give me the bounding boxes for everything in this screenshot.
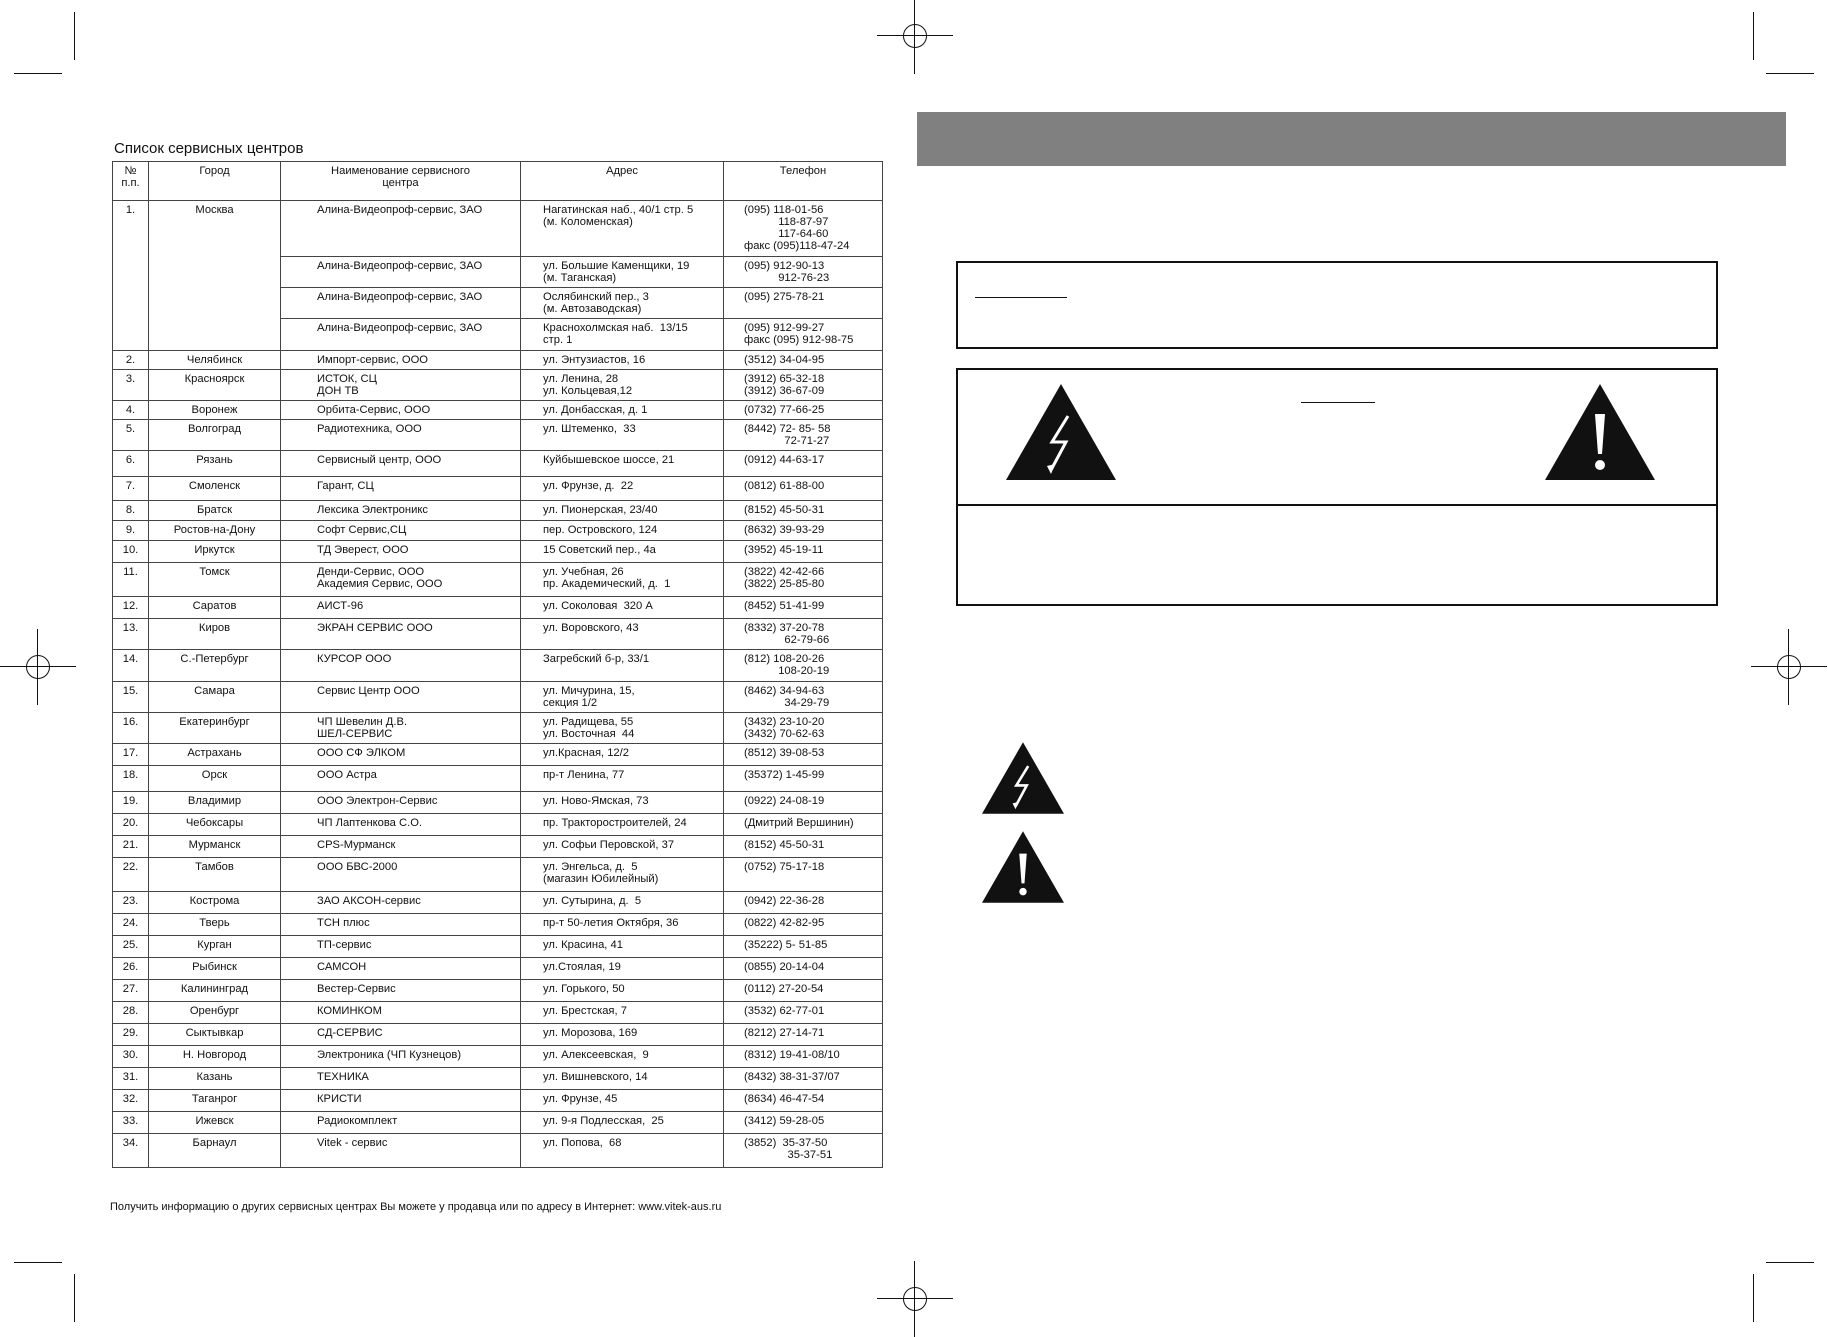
table-row: [113, 1090, 883, 1112]
cell-phone: (35222) 5- 51-85: [724, 936, 883, 958]
table-body: [113, 201, 883, 1168]
cell-service-name: Алина-Видеопроф-сервис, ЗАО: [281, 201, 521, 257]
cell-service-name: ООО СФ ЭЛКОМ: [281, 744, 521, 766]
cell-address: пр-т 50-летия Октября, 36: [521, 914, 724, 936]
column-header-city: Город: [149, 162, 281, 201]
cell-number: 1.: [113, 201, 149, 351]
cell-phone: (095) 912-90-13 912-76-23: [724, 257, 883, 288]
table-row: [113, 597, 883, 619]
cell-city: Орск: [149, 766, 281, 792]
cell-address: ул. Красина, 41: [521, 936, 724, 958]
cell-address: Куйбышевское шоссе, 21: [521, 451, 724, 477]
cell-address: 15 Советский пер., 4а: [521, 541, 724, 563]
table-row: [113, 401, 883, 420]
cell-city: Калининград: [149, 980, 281, 1002]
service-centers-table: [112, 161, 883, 1168]
cell-service-name: Орбита-Сервис, ООО: [281, 401, 521, 420]
trim-mark: [74, 12, 75, 60]
cell-address: ул. Ленина, 28 ул. Кольцевая,12: [521, 370, 724, 401]
cell-service-name: Vitek - сервис: [281, 1134, 521, 1168]
cell-number: 18.: [113, 766, 149, 792]
cell-phone: (8152) 45-50-31: [724, 836, 883, 858]
cell-service-name: ЧП Лаптенкова С.О.: [281, 814, 521, 836]
cell-service-name: ИСТОК, СЦ ДОН ТВ: [281, 370, 521, 401]
cell-city: Н. Новгород: [149, 1046, 281, 1068]
cell-phone: (0942) 22-36-28: [724, 892, 883, 914]
cell-address: Ослябинский пер., 3 (м. Автозаводская): [521, 288, 724, 319]
table-row: [113, 1112, 883, 1134]
cell-number: 5.: [113, 420, 149, 451]
table-row: [113, 713, 883, 744]
cell-address: ул.Стоялая, 19: [521, 958, 724, 980]
registration-mark: [893, 1277, 937, 1321]
cell-service-name: Электроника (ЧП Кузнецов): [281, 1046, 521, 1068]
table-row: [113, 563, 883, 597]
cell-city: Казань: [149, 1068, 281, 1090]
cell-service-name: Лексика Электроникс: [281, 501, 521, 521]
registration-mark: [1767, 645, 1811, 689]
table-row: [113, 1002, 883, 1024]
table-row: [113, 980, 883, 1002]
cell-phone: (8152) 45-50-31: [724, 501, 883, 521]
cell-number: 13.: [113, 619, 149, 650]
cell-city: Рыбинск: [149, 958, 281, 980]
cell-phone: (8452) 51-41-99: [724, 597, 883, 619]
cell-phone: (0112) 27-20-54: [724, 980, 883, 1002]
cell-service-name: САМСОН: [281, 958, 521, 980]
cell-number: 23.: [113, 892, 149, 914]
cell-phone: (8212) 27-14-71: [724, 1024, 883, 1046]
cell-service-name: Денди-Сервис, ООО Академия Сервис, ООО: [281, 563, 521, 597]
table-row: [113, 1068, 883, 1090]
cell-phone: (8332) 37-20-78 62-79-66: [724, 619, 883, 650]
table-row: [113, 501, 883, 521]
cell-service-name: Алина-Видеопроф-сервис, ЗАО: [281, 257, 521, 288]
table-row: [113, 1024, 883, 1046]
cell-address: пр-т Ленина, 77: [521, 766, 724, 792]
cell-service-name: Радиотехника, ООО: [281, 420, 521, 451]
cell-phone: (3952) 45-19-11: [724, 541, 883, 563]
table-row: [113, 420, 883, 451]
cell-service-name: Гарант, СЦ: [281, 477, 521, 501]
table-row: [113, 1134, 883, 1168]
cell-phone: (8432) 38-31-37/07: [724, 1068, 883, 1090]
cell-number: 4.: [113, 401, 149, 420]
cell-number: 34.: [113, 1134, 149, 1168]
cell-phone: (0752) 75-17-18: [724, 858, 883, 892]
cell-address: ул. Горького, 50: [521, 980, 724, 1002]
cell-number: 16.: [113, 713, 149, 744]
table-row: [113, 650, 883, 682]
cell-number: 14.: [113, 650, 149, 682]
cell-number: 24.: [113, 914, 149, 936]
cell-number: 8.: [113, 501, 149, 521]
cell-city: Саратов: [149, 597, 281, 619]
cell-service-name: ТСН плюс: [281, 914, 521, 936]
cell-address: ул. Воровского, 43: [521, 619, 724, 650]
cell-address: ул. Фрунзе, д. 22: [521, 477, 724, 501]
cell-service-name: КРИСТИ: [281, 1090, 521, 1112]
cell-number: 7.: [113, 477, 149, 501]
notice-box: [956, 261, 1718, 349]
cell-phone: (8634) 46-47-54: [724, 1090, 883, 1112]
cell-number: 15.: [113, 682, 149, 713]
cell-number: 2.: [113, 351, 149, 370]
table-row: [113, 541, 883, 563]
cell-phone: (0855) 20-14-04: [724, 958, 883, 980]
trim-mark: [1753, 1274, 1754, 1322]
cell-service-name: ЧП Шевелин Д.В. ШЕЛ-СЕРВИС: [281, 713, 521, 744]
cell-city: Тверь: [149, 914, 281, 936]
table-row: [113, 744, 883, 766]
cell-phone: (0922) 24-08-19: [724, 792, 883, 814]
registration-mark: [16, 645, 60, 689]
cell-phone: (3512) 34-04-95: [724, 351, 883, 370]
cell-city: Барнаул: [149, 1134, 281, 1168]
cell-address: ул. Сутырина, д. 5: [521, 892, 724, 914]
cell-service-name: КОМИНКОМ: [281, 1002, 521, 1024]
heading-underline: [975, 297, 1067, 298]
cell-address: ул. Радищева, 55 ул. Восточная 44: [521, 713, 724, 744]
cell-number: 33.: [113, 1112, 149, 1134]
cell-address: ул. Учебная, 26 пр. Академический, д. 1: [521, 563, 724, 597]
cell-service-name: Алина-Видеопроф-сервис, ЗАО: [281, 319, 521, 351]
cell-phone: (0822) 42-82-95: [724, 914, 883, 936]
cell-service-name: АИСТ-96: [281, 597, 521, 619]
cell-address: ул. Мичурина, 15, секция 1/2: [521, 682, 724, 713]
table-row: [113, 521, 883, 541]
trim-mark: [14, 73, 62, 74]
cell-address: ул. Энтузиастов, 16: [521, 351, 724, 370]
trim-mark: [14, 1262, 62, 1263]
cell-service-name: Вестер-Сервис: [281, 980, 521, 1002]
cell-address: пр. Тракторостроителей, 24: [521, 814, 724, 836]
table-row: [113, 619, 883, 650]
cell-number: 30.: [113, 1046, 149, 1068]
column-header-address: Адрес: [521, 162, 724, 201]
cell-city: Оренбург: [149, 1002, 281, 1024]
cell-number: 6.: [113, 451, 149, 477]
cell-phone: (3532) 62-77-01: [724, 1002, 883, 1024]
cell-number: 27.: [113, 980, 149, 1002]
cell-service-name: КУРСОР ООО: [281, 650, 521, 682]
cell-phone: (812) 108-20-26 108-20-19: [724, 650, 883, 682]
table-row: [113, 814, 883, 836]
cell-number: 29.: [113, 1024, 149, 1046]
cell-phone: (8312) 19-41-08/10: [724, 1046, 883, 1068]
cell-city: Москва: [149, 201, 281, 351]
registration-mark: [893, 14, 937, 58]
cell-phone: (3852) 35-37-50 35-37-51: [724, 1134, 883, 1168]
cell-address: Краснохолмская наб. 13/15 стр. 1: [521, 319, 724, 351]
cell-city: Томск: [149, 563, 281, 597]
lightning-warning-icon: [1006, 384, 1116, 480]
cell-number: 9.: [113, 521, 149, 541]
cell-address: ул. Пионерская, 23/40: [521, 501, 724, 521]
cell-city: Ростов-на-Дону: [149, 521, 281, 541]
warning-box-divider: [956, 504, 1718, 506]
cell-address: ул. Морозова, 169: [521, 1024, 724, 1046]
cell-city: С.-Петербург: [149, 650, 281, 682]
cell-number: 22.: [113, 858, 149, 892]
table-row: [113, 370, 883, 401]
cell-service-name: ЗАО АКСОН-сервис: [281, 892, 521, 914]
cell-number: 19.: [113, 792, 149, 814]
cell-city: Ижевск: [149, 1112, 281, 1134]
cell-phone: (8632) 39-93-29: [724, 521, 883, 541]
cell-number: 3.: [113, 370, 149, 401]
cell-phone: (095) 275-78-21: [724, 288, 883, 319]
cell-city: Воронеж: [149, 401, 281, 420]
cell-service-name: Импорт-сервис, ООО: [281, 351, 521, 370]
cell-address: ул. Ново-Ямская, 73: [521, 792, 724, 814]
heading-underline: [1301, 402, 1375, 403]
cell-city: Екатеринбург: [149, 713, 281, 744]
cell-city: Тамбов: [149, 858, 281, 892]
cell-address: пер. Островского, 124: [521, 521, 724, 541]
cell-address: ул. Вишневского, 14: [521, 1068, 724, 1090]
cell-city: Челябинск: [149, 351, 281, 370]
table-row: [113, 1046, 883, 1068]
cell-city: Смоленск: [149, 477, 281, 501]
table-row: [113, 914, 883, 936]
exclamation-warning-icon: [982, 831, 1064, 903]
cell-phone: (3912) 65-32-18 (3912) 36-67-09: [724, 370, 883, 401]
cell-city: Красноярск: [149, 370, 281, 401]
cell-city: Киров: [149, 619, 281, 650]
cell-address: Нагатинская наб., 40/1 стр. 5 (м. Коломенская): [521, 201, 724, 257]
cell-number: 21.: [113, 836, 149, 858]
cell-number: 32.: [113, 1090, 149, 1112]
table-row: [113, 351, 883, 370]
cell-service-name: ТЕХНИКА: [281, 1068, 521, 1090]
cell-address: ул. Софьи Перовской, 37: [521, 836, 724, 858]
cell-service-name: CPS-Мурманск: [281, 836, 521, 858]
cell-address: ул. Попова, 68: [521, 1134, 724, 1168]
lightning-warning-icon: [982, 742, 1064, 814]
cell-phone: (8442) 72- 85- 58 72-71-27: [724, 420, 883, 451]
table-row: [113, 958, 883, 980]
trim-mark: [74, 1274, 75, 1322]
cell-city: Братск: [149, 501, 281, 521]
cell-number: 10.: [113, 541, 149, 563]
exclamation-warning-icon: [1545, 384, 1655, 480]
cell-phone: (0812) 61-88-00: [724, 477, 883, 501]
cell-city: Сыктывкар: [149, 1024, 281, 1046]
table-row: [113, 201, 883, 257]
cell-phone: (0732) 77-66-25: [724, 401, 883, 420]
cell-number: 11.: [113, 563, 149, 597]
header-bar: [917, 112, 1786, 166]
cell-city: Чебоксары: [149, 814, 281, 836]
cell-service-name: ООО Электрон-Сервис: [281, 792, 521, 814]
cell-city: Самара: [149, 682, 281, 713]
table-row: [113, 836, 883, 858]
table-row: [113, 936, 883, 958]
cell-phone: (095) 912-99-27 факс (095) 912-98-75: [724, 319, 883, 351]
cell-number: 17.: [113, 744, 149, 766]
page-title: Список сервисных центров: [114, 140, 304, 157]
cell-service-name: Радиокомплект: [281, 1112, 521, 1134]
table-row: [113, 766, 883, 792]
cell-service-name: Сервисный центр, ООО: [281, 451, 521, 477]
cell-address: ул. Брестская, 7: [521, 1002, 724, 1024]
cell-address: ул. 9-я Подлесская, 25: [521, 1112, 724, 1134]
cell-phone: (3432) 23-10-20 (3432) 70-62-63: [724, 713, 883, 744]
cell-service-name: ЭКРАН СЕРВИС ООО: [281, 619, 521, 650]
trim-mark: [1766, 73, 1814, 74]
cell-number: 31.: [113, 1068, 149, 1090]
table-row: [113, 477, 883, 501]
cell-phone: (8512) 39-08-53: [724, 744, 883, 766]
cell-address: ул. Донбасская, д. 1: [521, 401, 724, 420]
cell-number: 20.: [113, 814, 149, 836]
table-header-row: [113, 162, 883, 201]
cell-service-name: Софт Сервис,СЦ: [281, 521, 521, 541]
cell-city: Таганрог: [149, 1090, 281, 1112]
cell-phone: (3822) 42-42-66 (3822) 25-85-80: [724, 563, 883, 597]
cell-number: 12.: [113, 597, 149, 619]
cell-address: ул. Большие Каменщики, 19 (м. Таганская): [521, 257, 724, 288]
table-row: [113, 858, 883, 892]
cell-service-name: Сервис Центр ООО: [281, 682, 521, 713]
cell-number: 25.: [113, 936, 149, 958]
cell-service-name: СД-СЕРВИС: [281, 1024, 521, 1046]
cell-address: Загребский б-р, 33/1: [521, 650, 724, 682]
cell-city: Мурманск: [149, 836, 281, 858]
column-header-name: Наименование сервисного центра: [281, 162, 521, 201]
cell-phone: (0912) 44-63-17: [724, 451, 883, 477]
column-header-number: № п.п.: [113, 162, 149, 201]
cell-address: ул. Алексеевская, 9: [521, 1046, 724, 1068]
cell-service-name: ТП-сервис: [281, 936, 521, 958]
table-row: [113, 892, 883, 914]
cell-phone: (8462) 34-94-63 34-29-79: [724, 682, 883, 713]
cell-service-name: Алина-Видеопроф-сервис, ЗАО: [281, 288, 521, 319]
cell-address: ул. Штеменко, 33: [521, 420, 724, 451]
cell-address: ул. Фрунзе, 45: [521, 1090, 724, 1112]
cell-service-name: ООО БВС-2000: [281, 858, 521, 892]
cell-city: Волгоград: [149, 420, 281, 451]
trim-mark: [1753, 12, 1754, 60]
column-header-phone: Телефон: [724, 162, 883, 201]
cell-address: ул.Красная, 12/2: [521, 744, 724, 766]
cell-city: Кострома: [149, 892, 281, 914]
cell-phone: (Дмитрий Вершинин): [724, 814, 883, 836]
cell-city: Иркутск: [149, 541, 281, 563]
cell-service-name: ООО Астра: [281, 766, 521, 792]
cell-address: ул. Энгельса, д. 5 (магазин Юбилейный): [521, 858, 724, 892]
cell-city: Владимир: [149, 792, 281, 814]
table-row: [113, 451, 883, 477]
cell-phone: (35372) 1-45-99: [724, 766, 883, 792]
cell-phone: (095) 118-01-56 118-87-97 117-64-60 факс (095)118-47-24: [724, 201, 883, 257]
cell-city: Курган: [149, 936, 281, 958]
trim-mark: [1766, 1262, 1814, 1263]
cell-number: 26.: [113, 958, 149, 980]
cell-service-name: ТД Эверест, ООО: [281, 541, 521, 563]
cell-phone: (3412) 59-28-05: [724, 1112, 883, 1134]
cell-address: ул. Соколовая 320 А: [521, 597, 724, 619]
cell-city: Астрахань: [149, 744, 281, 766]
table-row: [113, 792, 883, 814]
table-row: [113, 682, 883, 713]
footer-note: Получить информацию о других сервисных центрах Вы можете у продавца или по адресу в Интернет: www.vitek-aus.ru: [110, 1201, 722, 1213]
cell-city: Рязань: [149, 451, 281, 477]
cell-number: 28.: [113, 1002, 149, 1024]
